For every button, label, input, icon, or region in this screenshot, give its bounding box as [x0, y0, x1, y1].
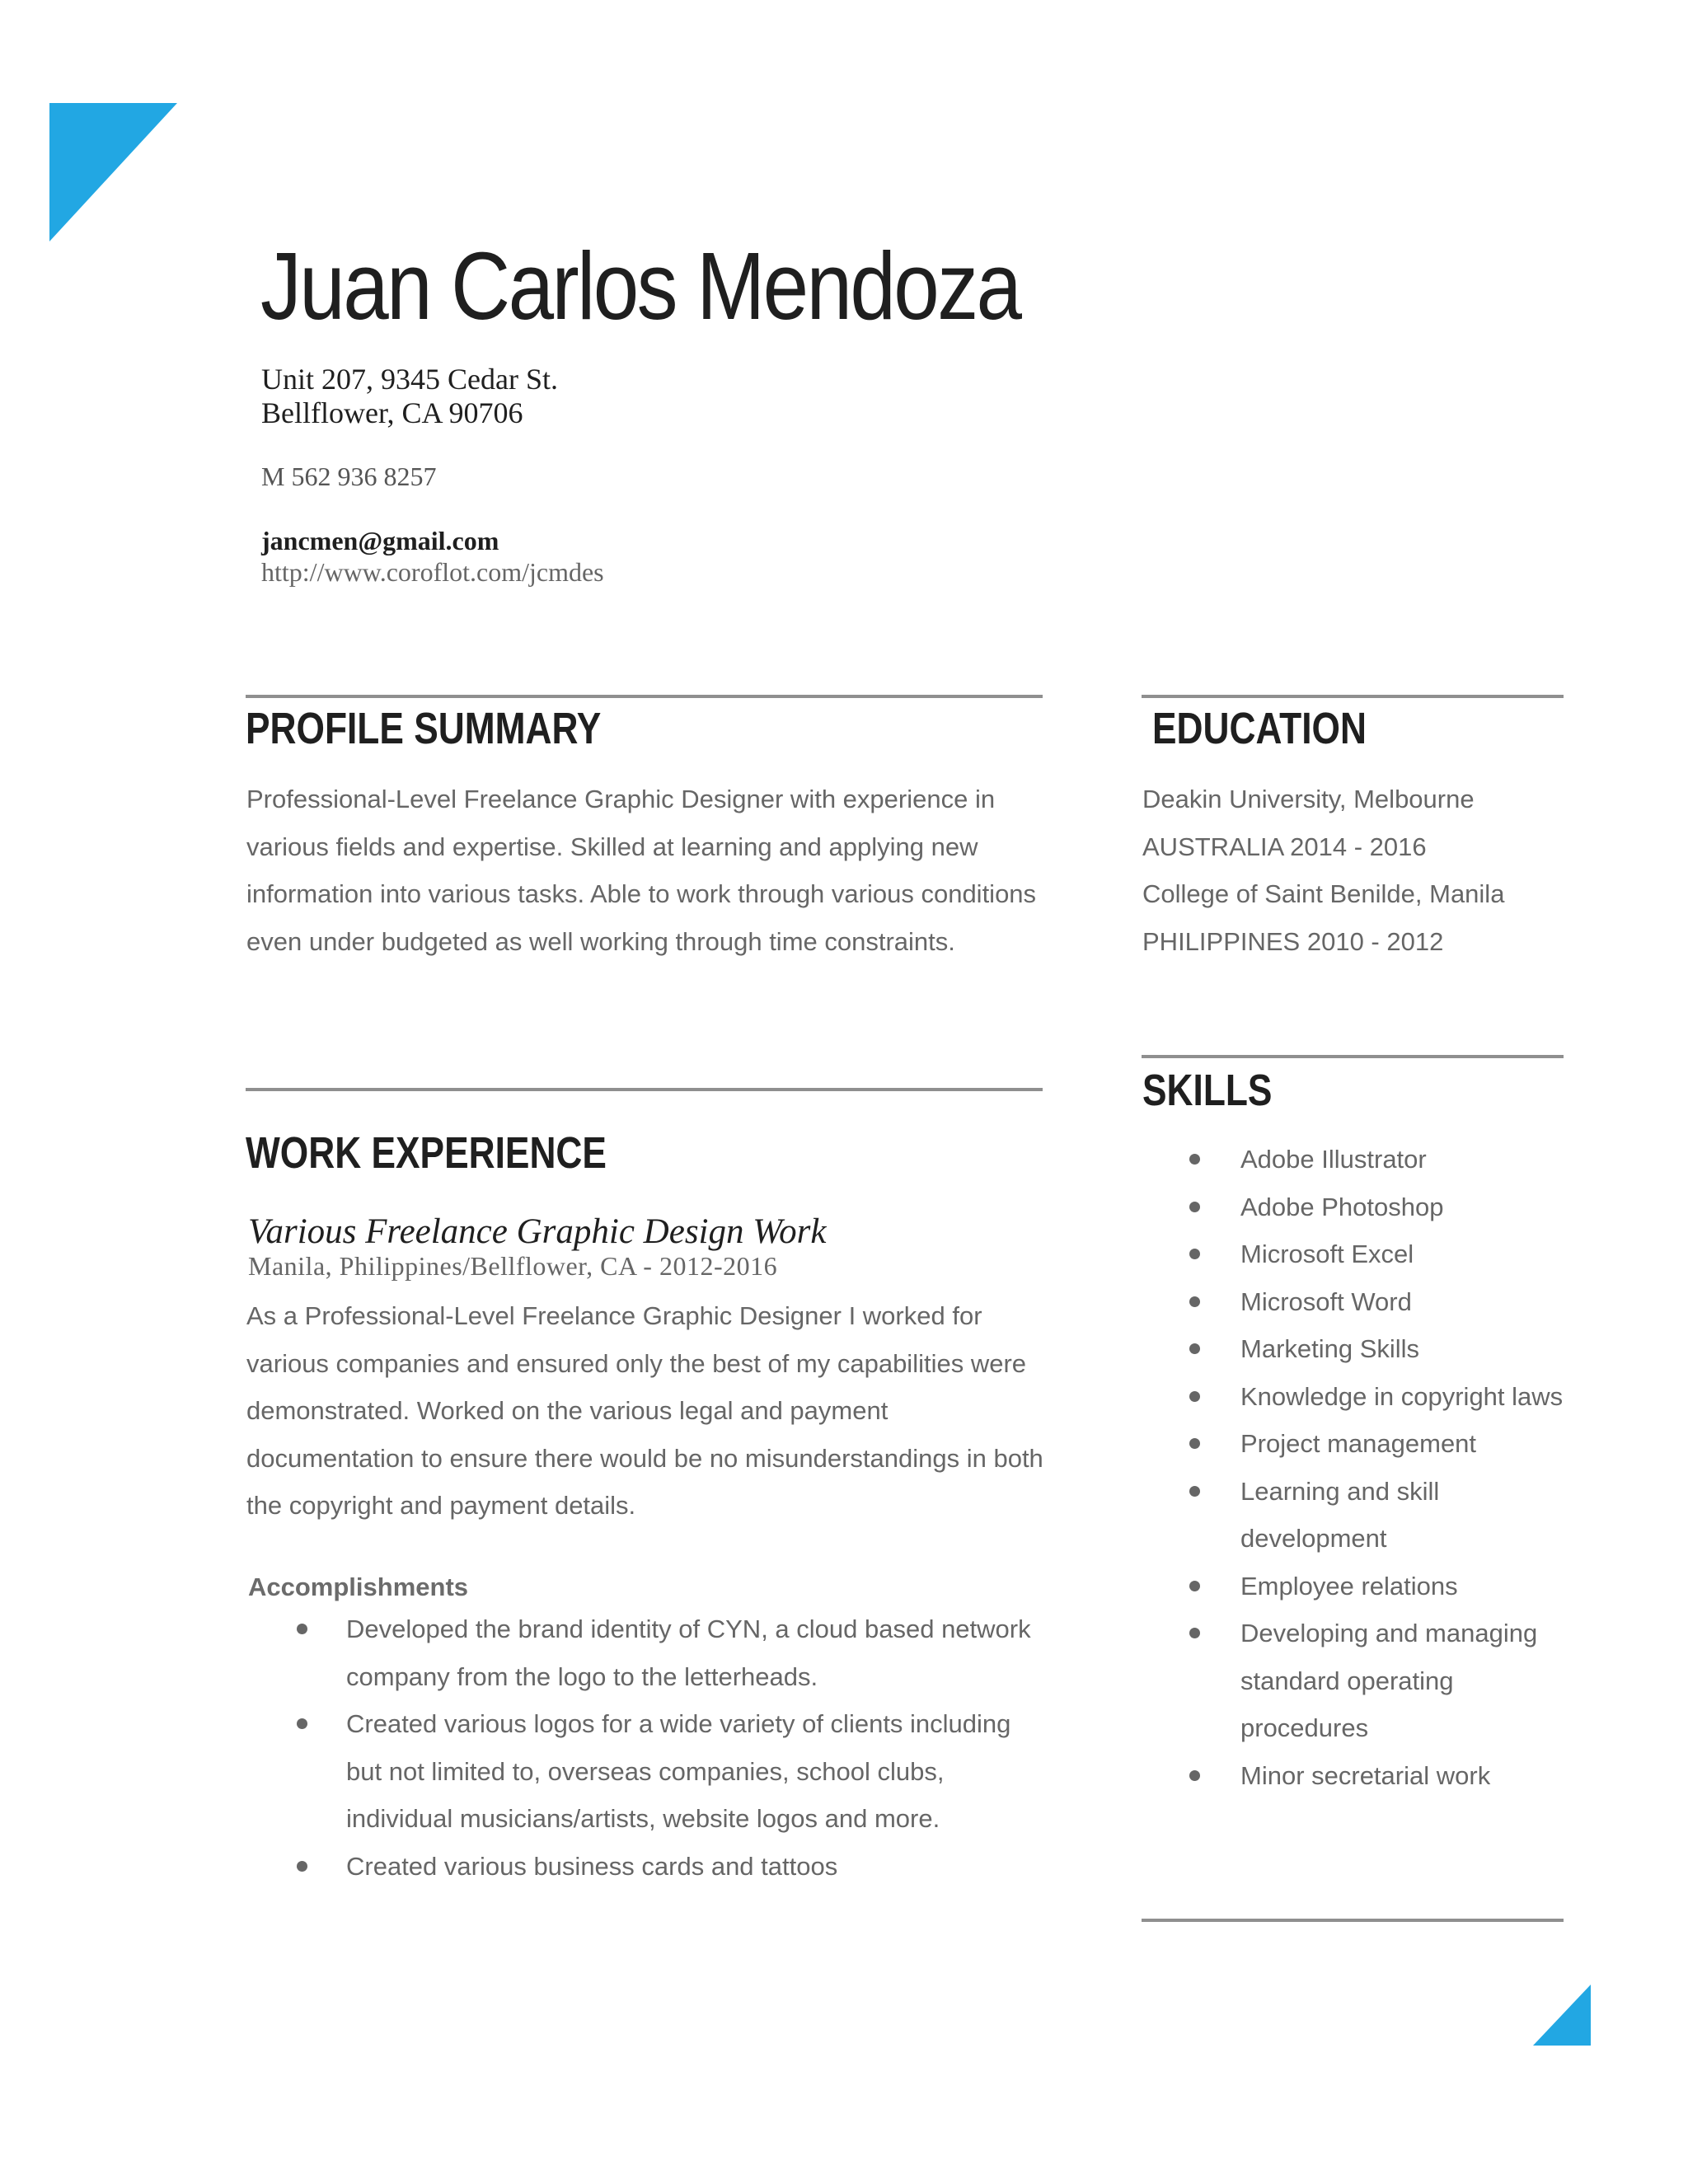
address [261, 363, 558, 430]
education-list [1142, 776, 1571, 965]
list-item [1142, 1136, 1571, 1183]
bullet-icon [1189, 1391, 1200, 1402]
accomplishment-text: Developed the brand identity of CYN, a cloud based network company from the logo to the letterheads. [346, 1615, 1031, 1691]
skill-text: Adobe Photoshop [1240, 1192, 1444, 1221]
skill-text: Minor secretarial work [1240, 1760, 1491, 1790]
list-item [1142, 1468, 1571, 1563]
bullet-icon [1189, 1770, 1200, 1781]
address-line-1: Unit 207, 9345 Cedar St. [261, 363, 558, 396]
list-item [1142, 1752, 1571, 1800]
resume-name: Juan Carlos Mendoza [260, 232, 1020, 340]
job-meta: Manila, Philippines/Bellflower, CA - 2012-2016 [248, 1251, 778, 1281]
bullet-icon [1189, 1296, 1200, 1307]
bullet-icon [1189, 1486, 1200, 1497]
accomplishment-text: Created various business cards and tattoos [346, 1851, 838, 1881]
email-address[interactable]: jancmen@gmail.com [261, 526, 499, 555]
list-item [1142, 1373, 1571, 1421]
list-item [247, 1700, 1039, 1843]
list-item [247, 1605, 1039, 1700]
list-item [1142, 1610, 1571, 1752]
accomplishments-heading: Accomplishments [248, 1572, 469, 1601]
skill-text: Adobe Illustrator [1240, 1145, 1427, 1174]
profile-heading: PROFILE SUMMARY [246, 704, 602, 753]
corner-triangle-top-left [49, 103, 177, 241]
list-item [1142, 1563, 1571, 1610]
profile-text: Professional-Level Freelance Graphic Designer with experience in various fields and expertise. Skilled at learning and applying new information into various tasks. Able to work through various conditions even under budgeted as well working through time constraints. [246, 785, 1037, 956]
list-item [1142, 1325, 1571, 1373]
bullet-icon [297, 1718, 307, 1729]
bullet-icon [1189, 1581, 1200, 1591]
skill-text: Marketing Skills [1240, 1334, 1420, 1363]
work-heading: WORK EXPERIENCE [246, 1128, 607, 1178]
skill-text: Developing and managing standard operating procedures [1240, 1619, 1538, 1742]
phone-number: M 562 936 8257 [261, 462, 437, 491]
bullet-icon [1189, 1202, 1200, 1212]
bullet-icon [1189, 1249, 1200, 1259]
skills-heading: SKILLS [1142, 1066, 1273, 1115]
education-line: AUSTRALIA 2014 - 2016 [1142, 832, 1427, 861]
list-item [1142, 1278, 1571, 1326]
skill-text: Learning and skill development [1240, 1476, 1440, 1553]
list-item [1142, 1420, 1571, 1468]
list-item [247, 1843, 1039, 1891]
bullet-icon [1189, 1343, 1200, 1354]
bullet-icon [1189, 1438, 1200, 1449]
address-line-2: Bellflower, CA 90706 [261, 396, 523, 429]
profile-divider [246, 695, 1043, 698]
education-line: College of Saint Benilde, Manila [1142, 879, 1505, 908]
bullet-icon [1189, 1628, 1200, 1638]
education-line: PHILIPPINES 2010 - 2012 [1142, 926, 1444, 956]
bullet-icon [297, 1624, 307, 1634]
skill-text: Employee relations [1240, 1571, 1458, 1601]
skills-divider [1142, 1055, 1564, 1058]
skills-list [1142, 1136, 1571, 1799]
skill-text: Knowledge in copyright laws [1240, 1381, 1564, 1411]
list-item [1142, 1183, 1571, 1231]
list-item [1142, 1230, 1571, 1278]
work-divider [246, 1088, 1043, 1091]
skills-bottom-divider [1142, 1919, 1564, 1922]
job-title: Various Freelance Graphic Design Work [248, 1212, 827, 1251]
education-line: Deakin University, Melbourne [1142, 785, 1475, 813]
accomplishment-text: Created various logos for a wide variety of clients including but not limited to, overseas companies, school clubs, individual musicians/artists, website logos and more. [346, 1709, 1011, 1833]
corner-triangle-bottom-right [1533, 1985, 1591, 2046]
website-link[interactable]: http://www.coroflot.com/jcmdes [261, 557, 604, 587]
accomplishments-list [247, 1605, 1039, 1890]
education-heading: EDUCATION [1152, 704, 1367, 753]
bullet-icon [1189, 1154, 1200, 1165]
education-divider [1142, 695, 1564, 698]
job-description: As a Professional-Level Freelance Graphic Designer I worked for various companies and ensured only the best of my capabilities were demonstrated. Worked on the various legal and payment documentation to ensure there would be no misunderstandings in both the copyright and payment details. [246, 1301, 1043, 1520]
bullet-icon [297, 1861, 307, 1872]
skill-text: Microsoft Word [1240, 1286, 1412, 1316]
skill-text: Project management [1240, 1429, 1477, 1458]
skill-text: Microsoft Excel [1240, 1240, 1414, 1268]
